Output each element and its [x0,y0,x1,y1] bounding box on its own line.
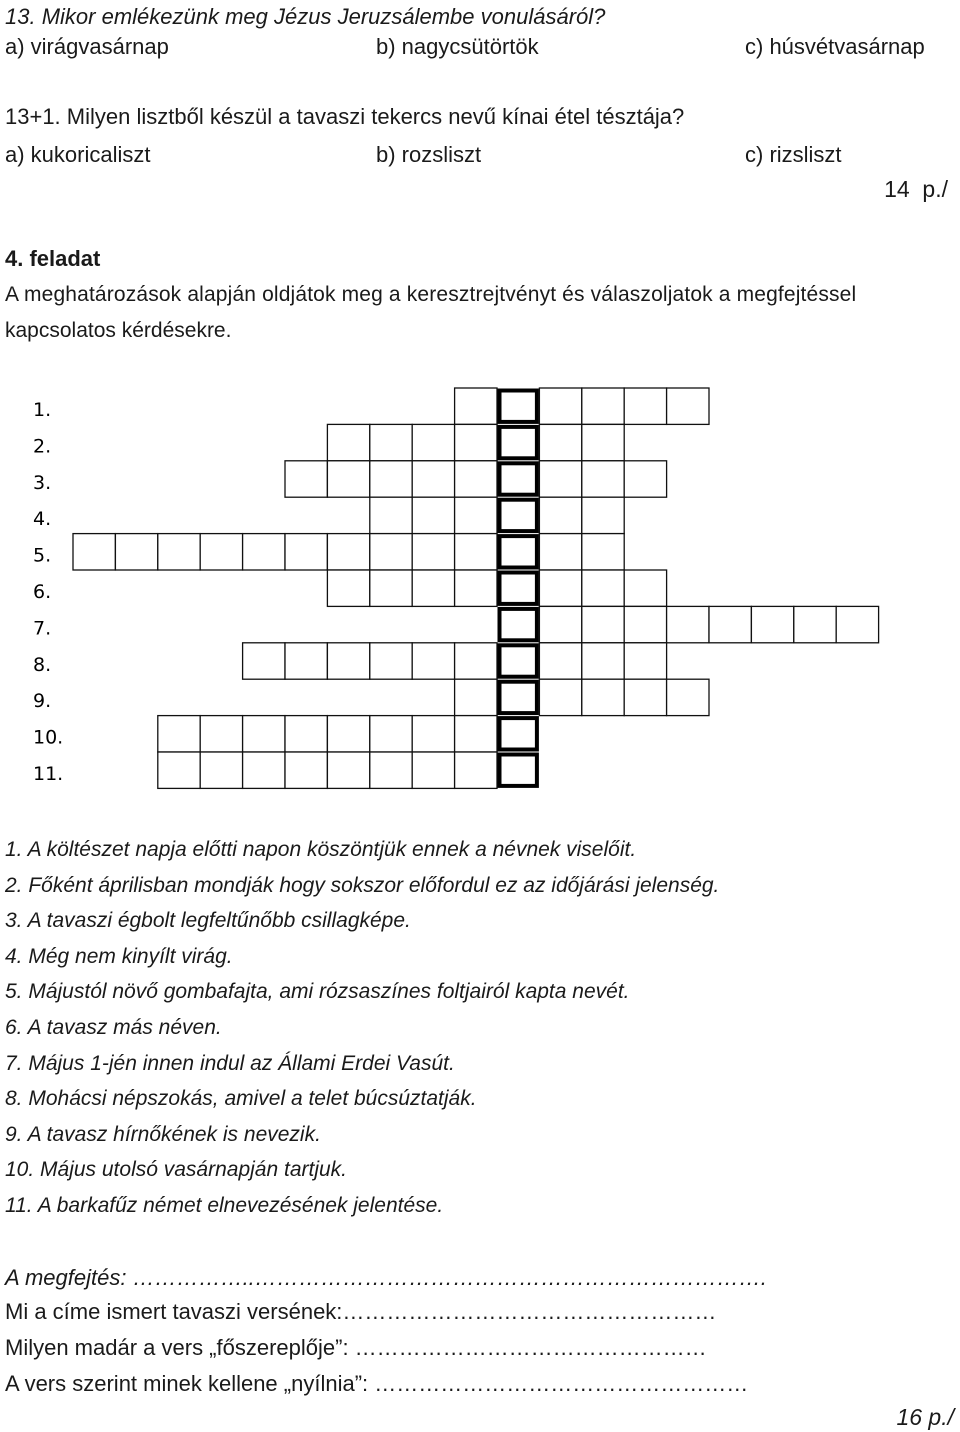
crossword-cell[interactable] [582,606,624,642]
crossword-cell[interactable] [582,497,624,533]
crossword-cell[interactable] [539,461,581,497]
crossword-cell[interactable] [327,534,369,570]
crossword-cell[interactable] [412,497,454,533]
crossword-cell[interactable] [158,752,200,788]
crossword-solution-cell[interactable] [500,500,537,531]
crossword-row-label: 10. [33,726,64,749]
q13-option-a: a) virágvasárnap [5,34,169,59]
crossword-cell[interactable] [582,388,624,424]
task-instruction-line2: kapcsolatos kérdésekre. [5,319,232,342]
crossword-cell[interactable] [709,606,751,642]
crossword-cell[interactable] [455,716,497,752]
clue-item: 3. A tavaszi égbolt legfeltűnőbb csillagképe. [5,909,411,933]
q14-option-a: a) kukoricaliszt [5,142,151,167]
crossword-row-label: 8. [33,653,52,676]
clue-item: 5. Májustól növő gombafajta, ami rózsaszínes foltjairól kapta nevét. [5,980,630,1004]
crossword-cell[interactable] [667,388,709,424]
poem-title-question[interactable]: Mi a címe ismert tavaszi versének:…………………………………………… [5,1299,717,1324]
crossword-cell[interactable] [327,716,369,752]
q13-option-c: c) húsvétvasárnap [745,34,925,59]
crossword-cell[interactable] [539,570,581,606]
crossword-cell[interactable] [200,716,242,752]
crossword-cell[interactable] [115,534,157,570]
score-16: 16 p./ [896,1404,954,1430]
crossword-cell[interactable] [455,643,497,679]
crossword-cell[interactable] [327,570,369,606]
crossword-cell[interactable] [624,606,666,642]
clue-item: 7. Május 1-jén innen indul az Állami Erdei Vasút. [5,1051,455,1075]
crossword-cell[interactable] [539,497,581,533]
bird-question[interactable]: Milyen madár a vers „főszereplője”: ………………………………………… [5,1335,707,1360]
crossword-cell[interactable] [582,570,624,606]
crossword-cell[interactable] [158,534,200,570]
crossword-cell[interactable] [455,752,497,788]
task-instruction-line1: A meghatározások alapján oldjátok meg a keresztrejtvényt és válaszoljatok a megfejtéssel [5,283,857,306]
q13-option-b: b) nagycsütörtök [376,34,539,59]
crossword-cell[interactable] [370,461,412,497]
crossword-cell[interactable] [73,534,115,570]
crossword-cell[interactable] [285,534,327,570]
crossword-solution-cell[interactable] [500,645,537,676]
crossword-solution-cell[interactable] [500,536,537,567]
crossword-cell[interactable] [370,534,412,570]
crossword-solution-cell[interactable] [500,573,537,604]
crossword-cell[interactable] [412,716,454,752]
crossword-row-label: 9. [33,690,52,713]
clue-item: 2. Főként áprilisban mondják hogy sokszor előfordul ez az időjárási jelenség. [5,873,720,897]
crossword-row-label: 4. [33,508,52,531]
crossword-cell[interactable] [285,461,327,497]
crossword-solution-cell[interactable] [500,391,537,422]
crossword-cell[interactable] [539,424,581,460]
crossword-cell[interactable] [667,679,709,715]
crossword-cell[interactable] [243,752,285,788]
crossword-cell[interactable] [582,679,624,715]
crossword-cell[interactable] [667,606,709,642]
crossword-cell[interactable] [582,424,624,460]
crossword-cell[interactable] [455,461,497,497]
crossword-cell[interactable] [412,424,454,460]
crossword-cell[interactable] [285,752,327,788]
crossword-cell[interactable] [412,643,454,679]
crossword-cell[interactable] [200,752,242,788]
crossword-cell[interactable] [370,424,412,460]
crossword-cell[interactable] [327,752,369,788]
crossword-cell[interactable] [624,643,666,679]
crossword-solution-cell[interactable] [500,463,537,494]
clue-item: 10. Május utolsó vasárnapján tartjuk. [5,1158,348,1182]
crossword-cell[interactable] [455,388,497,424]
question-13: 13. Mikor emlékezünk meg Jézus Jeruzsálembe vonulásáról? [5,4,606,29]
open-question[interactable]: A vers szerint minek kellene „nyílnia”: …………………………………………… [5,1371,749,1396]
crossword-cell[interactable] [370,752,412,788]
crossword-solution-cell[interactable] [500,609,537,640]
crossword-cell[interactable] [243,534,285,570]
crossword-cell[interactable] [455,534,497,570]
crossword-cell[interactable] [158,716,200,752]
crossword-solution-cell[interactable] [500,755,537,786]
crossword-row-label: 2. [33,435,52,458]
crossword-cell[interactable] [285,716,327,752]
crossword-cell[interactable] [582,461,624,497]
crossword-cell[interactable] [539,388,581,424]
clue-item: 9. A tavasz hírnőkének is nevezik. [5,1122,321,1146]
crossword-cell[interactable] [370,570,412,606]
crossword-cell[interactable] [624,679,666,715]
solution-line[interactable]: A megfejtés: ……………..……………………………………………………………. [5,1265,767,1290]
clue-item: 11. A barkafűz német elnevezésének jelentése. [5,1194,444,1217]
clue-item: 4. Még nem kinyílt virág. [5,944,233,968]
crossword-cell[interactable] [412,534,454,570]
crossword-cell[interactable] [539,679,581,715]
crossword-row-label: 11. [33,763,64,785]
crossword-cell[interactable] [582,534,624,570]
crossword-solution-cell[interactable] [500,427,537,458]
crossword-cell[interactable] [412,752,454,788]
crossword-cell[interactable] [624,461,666,497]
crossword-cell[interactable] [455,497,497,533]
crossword-cell[interactable] [243,643,285,679]
crossword-cell[interactable] [285,643,327,679]
crossword-cell[interactable] [327,461,369,497]
crossword-solution-cell[interactable] [500,718,537,749]
crossword-cell[interactable] [794,606,836,642]
clue-item: 1. A költészet napja előtti napon köszöntjük ennek a névnek viselőit. [5,838,637,861]
task-title: 4. feladat [5,246,101,271]
crossword-row-label: 1. [33,399,52,421]
crossword-cell[interactable] [455,424,497,460]
crossword-cell[interactable] [200,534,242,570]
crossword-row-label: 5. [33,544,52,567]
crossword-cell[interactable] [327,643,369,679]
crossword-cell[interactable] [539,643,581,679]
crossword-solution-cell[interactable] [500,682,537,713]
q14-option-b: b) rozsliszt [376,142,482,167]
crossword-cell[interactable] [582,643,624,679]
question-14: 13+1. Milyen lisztből készül a tavaszi tekercs nevű kínai étel tésztája? [5,104,685,129]
crossword-cell[interactable] [836,606,878,642]
crossword-row-label: 7. [33,617,52,640]
clue-item: 8. Mohácsi népszokás, amivel a telet búcsúztatják. [5,1087,477,1111]
crossword-cell[interactable] [751,606,793,642]
crossword-cell[interactable] [412,570,454,606]
crossword-cell[interactable] [539,534,581,570]
crossword-cell[interactable] [327,424,369,460]
clue-item: 6. A tavasz más néven. [5,1016,222,1039]
crossword-cell[interactable] [624,388,666,424]
crossword-cell[interactable] [370,643,412,679]
crossword-cell[interactable] [455,679,497,715]
crossword-cell[interactable] [455,570,497,606]
crossword-cell[interactable] [370,716,412,752]
crossword-cell[interactable] [539,606,581,642]
crossword-cell[interactable] [243,716,285,752]
crossword-cell[interactable] [370,497,412,533]
crossword-cell[interactable] [412,461,454,497]
crossword-row-label: 3. [33,471,52,494]
crossword-row-label: 6. [33,581,52,603]
score-14: 14 p./ [884,176,948,202]
q14-option-c: c) rizsliszt [745,142,842,167]
crossword-cell[interactable] [624,570,666,606]
